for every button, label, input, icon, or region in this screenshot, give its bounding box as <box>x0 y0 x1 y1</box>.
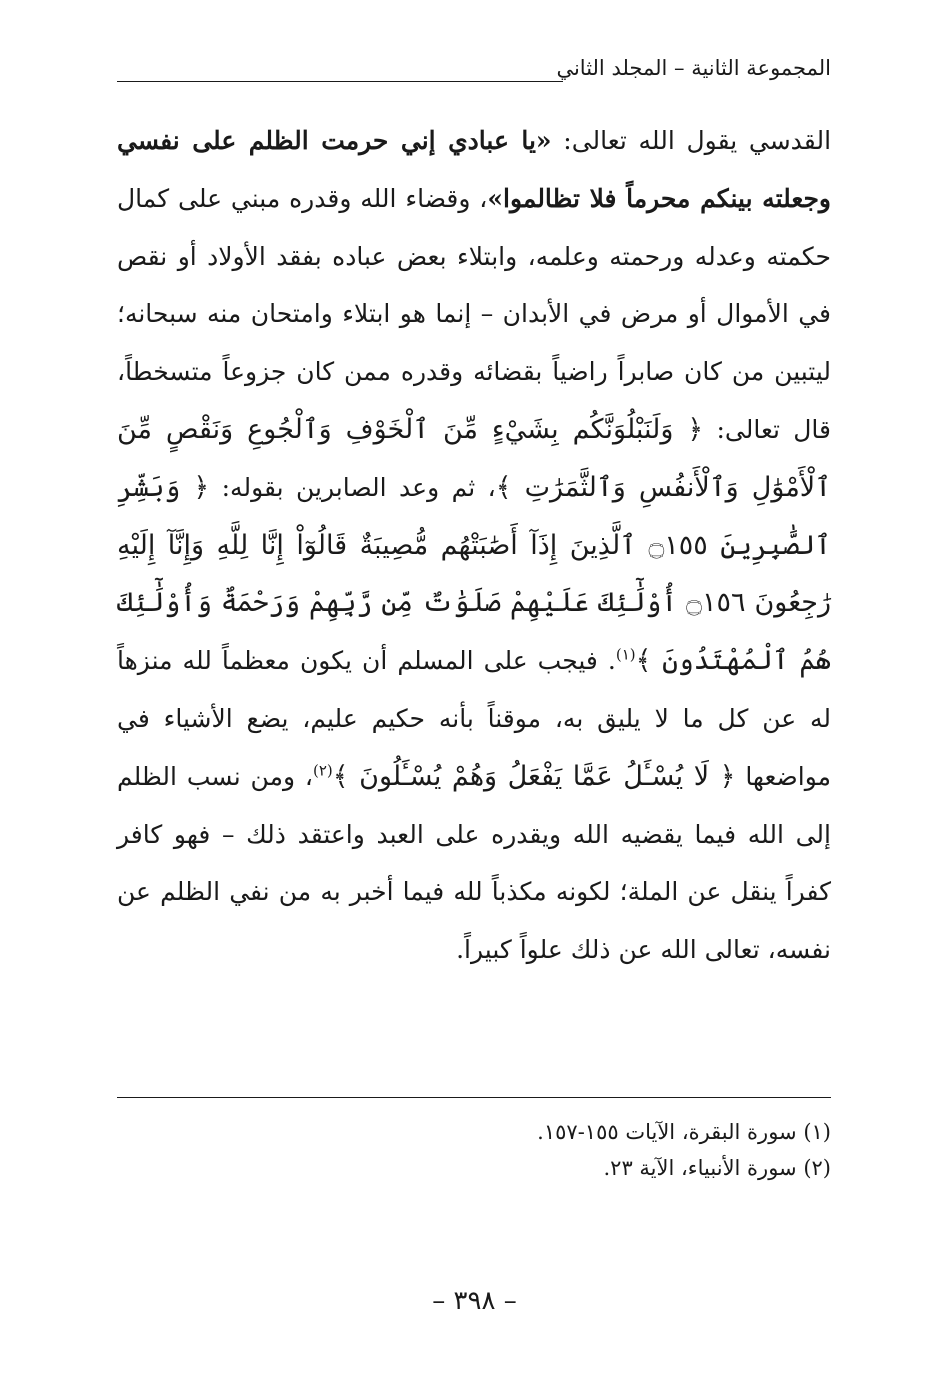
text-segment: . فيجب على المسلم أن يكون معظماً لله منزهاً له عن كل ما لا يليق به، موقناً بأنه حكيم عليم، يضع الأشياء في مواضعها <box>117 646 831 791</box>
text-segment: ، ومن نسب الظلم إلى الله فيما يقضيه الله ويقدره على العبد واعتقد ذلك – فهو كافر كفراً ينقل عن الملة؛ لكونه مكذباً لله فيما أخبر به من نفي الظلم عن نفسه، تعالى الله عن ذلك علواً كبيراً. <box>117 761 831 965</box>
footnotes <box>117 1114 831 1186</box>
text-segment: ، وقضاء الله وقدره مبني على كمال حكمته وعدله ورحمته وعلمه، وابتلاء بعض عباده بفقد الأولاد أو نقص في الأموال أو مرض في الأبدان – إنما هو ابتلاء وامتحان منه سبحانه؛ ليتبين من كان صابراً راضياً بقضائه وقدره ممن كان جزوعاً متسخطاً، قال تعالى: <box>117 183 831 444</box>
main-text <box>117 112 831 979</box>
page-number: – ٣٩٨ – <box>432 1286 517 1316</box>
quran-verse: ﴿ وَلَنَبْلُوَنَّكُم بِشَيْءٍ مِّنَ ٱلْخَوْفِ وَٱلْجُوعِ وَنَقْصٍ مِّنَ ٱلْأَمْوَٰلِ وَٱلْأَنفُسِ وَٱلثَّمَرَٰتِ ﴾ <box>117 413 832 503</box>
body-paragraph <box>117 112 831 979</box>
running-title: المجموعة الثانية – المجلد الثاني <box>556 56 831 80</box>
running-header <box>117 50 831 90</box>
text-segment: ، ثم وعد الصابرين بقوله: <box>209 472 496 502</box>
footnote-item: (١) سورة البقرة، الآيات ١٥٥-١٥٧. <box>537 1120 831 1144</box>
quran-verse: ﴿ وَبَشِّرِ ٱلصَّٰبِرِينَ ۝١٥٥ ٱلَّذِينَ إِذَآ أَصَٰبَتْهُم مُّصِيبَةٌ قَالُوٓاْ إِنَّا لِلَّهِ وَإِنَّآ إِلَيْهِ رَٰجِعُونَ ۝١٥٦ أُوْلَٰٓئِكَ عَلَيْهِمْ صَلَوَٰتٌ مِّن رَّبِّهِمْ وَرَحْمَةٌ وَأُوْلَٰٓئِكَ هُمُ ٱلْمُهْتَدُونَ ﴾ <box>117 471 832 677</box>
text-segment: القدسي يقول الله تعالى: <box>551 126 832 155</box>
footnote-item: (٢) سورة الأنبياء، الآية ٢٣. <box>603 1156 831 1180</box>
quran-verse: ﴿ لَا يُسْـَٔلُ عَمَّا يَفْعَلُ وَهُمْ يُسْـَٔلُونَ ﴾ <box>332 760 736 792</box>
footnote-reference[interactable]: (١) <box>615 645 636 664</box>
footnote-reference[interactable]: (٢) <box>313 761 333 780</box>
footnote-separator <box>117 1097 831 1098</box>
header-rule <box>117 81 563 82</box>
hadith-quote: «يا عبادي إني حرمت الظلم على نفسي وجعلته بينكم محرماً فلا تظالموا» <box>117 126 831 213</box>
